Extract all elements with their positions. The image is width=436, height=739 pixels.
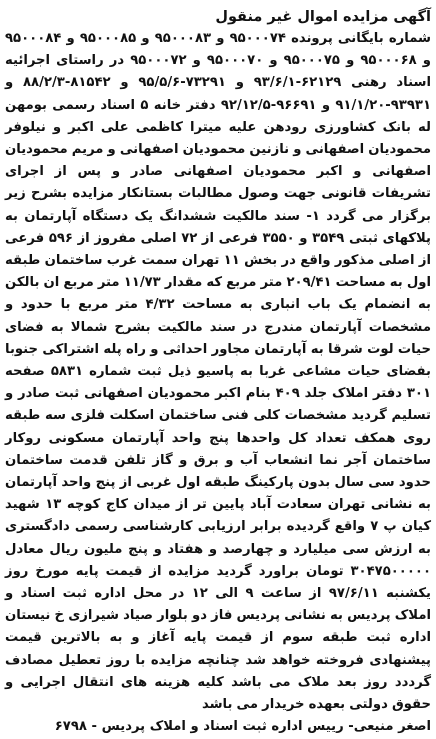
- notice-body: شماره بایگانی پرونده ۹۵۰۰۰۷۴ و ۹۵۰۰۰۸۳ و ۹۵۰۰۰۸۵ و ۹۵۰۰۰۸۴ و ۹۵۰۰۰۶۸ و ۹۵۰۰۰۷۵ و ۹۵۰۰۰۷۰ و ۹۵۰۰۰۷۲ در راستای اجرائیه اسناد رهنی ۶۲۱۲۹-۹۳/۶/۱ و ۷۳۲۹۱-۹۵/۵/۶ و ۸۱۵۴۲-۸۸/۲/۳ و ۹۳۹۳۱-۹۱/۱/۲۰ و ۹۶۶۹۱-۹۲/۱۲/۵ دفتر خانه ۵ اسناد رسمی بومهن له بانک کشاورزی رودهن علیه میترا کاظمی علی اکبر و نیلوفر محمودیان اصفهانی و نازنین محمودیان اصفهانی و مریم محمودیان اصفهانی و اکبر محمودیان اصفهانی صادر و پس از اجرای تشریفات قانونی جهت وصول مطالبات بستانکار مزایده بشرح زیر برگزار می گردد ۱- سند مالکیت ششدانگ یک دستگاه آپارتمان به پلاکهای ثبتی ۳۵۴۹ و ۳۵۵۰ فرعی از ۷۲ اصلی مفروز از ۵۹۶ فرعی از اصلی مذکور واقع در بخش ۱۱ تهران سمت غرب ساختمان طبقه اول به مساحت ۲۰۹/۴۱ متر مربع که مقدار ۱۱/۷۳ متر مربع ان بالکن به انضمام یک باب انباری به مساحت ۴/۳۲ متر مربع با حدود و مشخصات آپارتمان مندرج در سند مالکیت بشرح شمالا به فضای حیات لوت شرقا به آپارتمان مجاور احداثی و راه پله اشتراکی جنوبا بفضای حیات مشاعی غربا به پاسیو ذیل ثبت شماره ۵۸۳۱ صفحه ۳۰۱ دفتر املاک جلد ۴۰۹ بنام اکبر محمودیان اصفهانی ثبت صادر و تسلیم گردید مشخصات کلی فنی ساختمان اسکلت فلزی سه طبقه روی همکف تعداد کل واحدها پنج واحد آپارتمان مسکونی روکار ساختمان آجر نما انشعاب آب و برق و گاز تلفن قدمت ساختمان حدود سی سال بدون پارکینگ طبقه اول غربی از پنج واحد آپارتمان به نشانی تهران سعادت آباد پایین تر از میدان کاج کوچه ۱۳ شهید کیان پ ۷ واقع گردیده برابر ارزیابی کارشناسی رسمی دادگستری به ارزش سی میلیارد و چهارصد و هفتاد و پنج ملیون ریال معادل ۳۰۴۷۵۰۰۰۰۰ تومان براورد گردید مزایده از قیمت پایه مورخ روز یکشنبه ۹۷/۶/۱۱ از ساعت ۹ الی ۱۲ در محل اداره ثبت اسناد و املاک پردیس به نشانی پردیس فاز دو بلوار صیاد شیرازی خ نیستان اداره ثبت طبقه سوم از قیمت پایه آغاز و به بالاترین قیمت پیشنهادی فروخته خواهد شد چنانچه مزایده با روز تعطیل مصادف گرددد روز بعد ملاک می باشد کلیه هزینه های انتقال اجرایی و حقوق دولتی بعهده خریدار می باشد: [4, 31, 432, 713]
- notice-signature: اصغر منیعی- رییس اداره ثبت اسناد و املاک پردیس - ۶۷۹۸: [54, 719, 431, 735]
- notice-title: آگهی مزایده اموال غیر منقول: [215, 9, 431, 25]
